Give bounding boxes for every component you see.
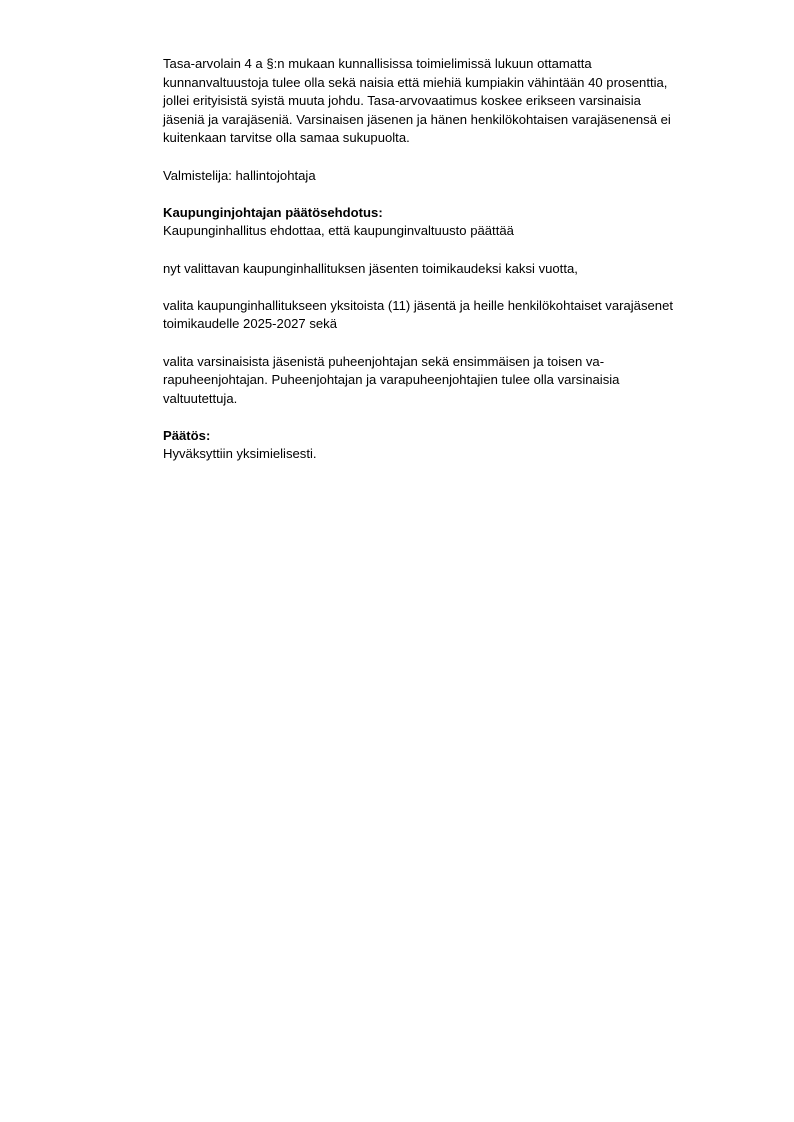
intro-line: jäseniä ja varajäseniä. Varsinaisen jäsenen ja hänen henkilökohtaisen varajäsenensä ei xyxy=(163,111,671,127)
proposal-item-line: rapuheenjohtajan. Puheenjohtajan ja varapuheenjohtajien tulee olla varsinaisia xyxy=(163,372,620,388)
proposal-item-1 xyxy=(163,260,735,279)
proposal-heading: Kaupunginjohtajan päätösehdotus: xyxy=(163,204,383,220)
preparer-line xyxy=(163,167,735,186)
proposal-item-line: valita varsinaisista jäsenistä puheenjohtajan sekä ensimmäisen ja toisen va- xyxy=(163,353,605,369)
intro-line: kunnanvaltuustoja tulee olla sekä naisia että miehiä kumpiakin vähintään 40 prosenttia, xyxy=(163,74,668,90)
intro-line: Tasa-arvolain 4 a §:n mukaan kunnallisissa toimielimissä lukuun ottamatta xyxy=(163,56,592,71)
intro-paragraph xyxy=(163,55,735,148)
decision-heading: Päätös: xyxy=(163,427,211,443)
proposal-item-text: nyt valittavan kaupunginhallituksen jäsenten toimikaudeksi kaksi vuotta, xyxy=(163,260,578,276)
preparer-text: Valmistelija: hallintojohtaja xyxy=(163,167,316,183)
decision-text: Hyväksyttiin yksimielisesti. xyxy=(163,446,317,462)
proposal-item-line: valtuutettuja. xyxy=(163,390,238,406)
proposal-item-line: toimikaudelle 2025-2027 sekä xyxy=(163,316,337,332)
proposal-item-3 xyxy=(163,353,735,409)
proposal-item-2 xyxy=(163,297,735,334)
proposal-section xyxy=(163,204,735,241)
proposal-item-line: valita kaupunginhallitukseen yksitoista (11) jäsentä ja heille henkilökohtaiset varajäsenet xyxy=(163,297,673,313)
intro-line: jollei erityisistä syistä muuta johdu. Tasa-arvovaatimus koskee erikseen varsinaisia xyxy=(163,93,641,109)
proposal-lead: Kaupunginhallitus ehdottaa, että kaupunginvaltuusto päättää xyxy=(163,223,514,239)
decision-section xyxy=(163,427,735,464)
document-page xyxy=(163,55,735,483)
intro-line: kuitenkaan tarvitse olla samaa sukupuolta. xyxy=(163,130,410,146)
